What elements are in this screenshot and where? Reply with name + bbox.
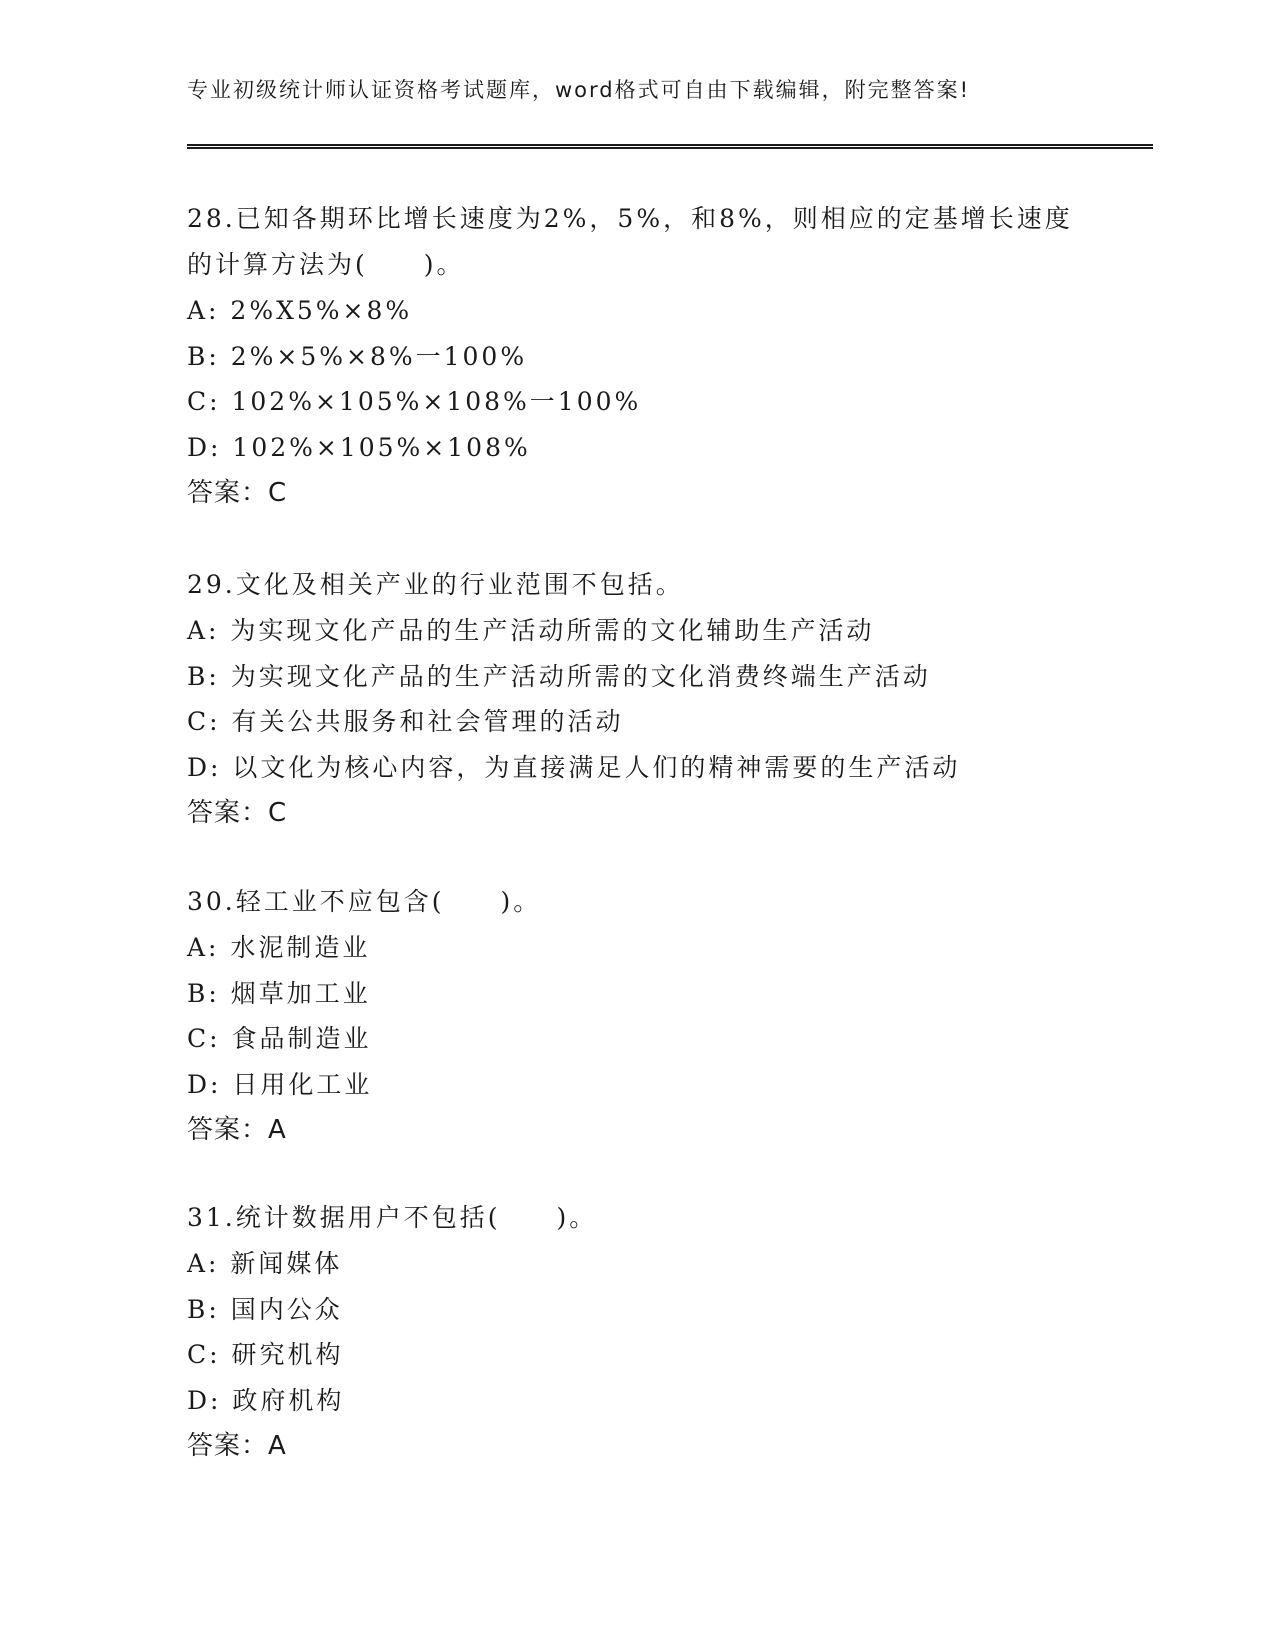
option-c: C: 研究机构 — [187, 1340, 344, 1369]
option-c: C: 有关公共服务和社会管理的活动 — [187, 707, 624, 736]
option-c: C: 食品制造业 — [187, 1024, 372, 1053]
answer: 答案：C — [187, 478, 288, 508]
question-29 — [187, 562, 1087, 836]
option-b: B: 为实现文化产品的生产活动所需的文化消费终端生产活动 — [187, 661, 931, 691]
answer: 答案：C — [187, 798, 288, 828]
header-divider — [187, 144, 1153, 149]
option-b: B: 国内公众 — [187, 1294, 343, 1324]
question-stem: 28.已知各期环比增长速度为2%，5%，和8%，则相应的定基增长速度的计算方法为( )。 — [187, 204, 1073, 279]
option-d: D: 102%×105%×108% — [187, 432, 531, 462]
option-b: B: 烟草加工业 — [187, 978, 371, 1008]
page-header: 专业初级统计师认证资格考试题库，word格式可自由下载编辑，附完整答案! — [187, 78, 971, 102]
option-a: A: 水泥制造业 — [187, 933, 371, 962]
option-a: A: 为实现文化产品的生产活动所需的文化辅助生产活动 — [187, 616, 875, 645]
question-31 — [187, 1195, 1087, 1469]
option-d: D: 政府机构 — [187, 1385, 345, 1415]
question-stem: 30.轻工业不应包含( )。 — [187, 887, 542, 916]
question-stem: 31.统计数据用户不包括( )。 — [187, 1203, 598, 1232]
answer: 答案：A — [187, 1115, 287, 1145]
option-a: A: 2%X5%×8% — [187, 296, 413, 325]
option-c: C: 102%×105%×108%一100% — [187, 387, 642, 416]
option-a: A: 新闻媒体 — [187, 1249, 343, 1278]
question-28 — [187, 196, 1087, 516]
option-b: B: 2%×5%×8%一100% — [187, 341, 528, 371]
option-d: D: 日用化工业 — [187, 1069, 373, 1099]
answer: 答案：A — [187, 1431, 287, 1461]
question-stem: 29.文化及相关产业的行业范围不包括。 — [187, 570, 684, 599]
option-d: D: 以文化为核心内容，为直接满足人们的精神需要的生产活动 — [187, 752, 961, 782]
question-30 — [187, 879, 1087, 1153]
